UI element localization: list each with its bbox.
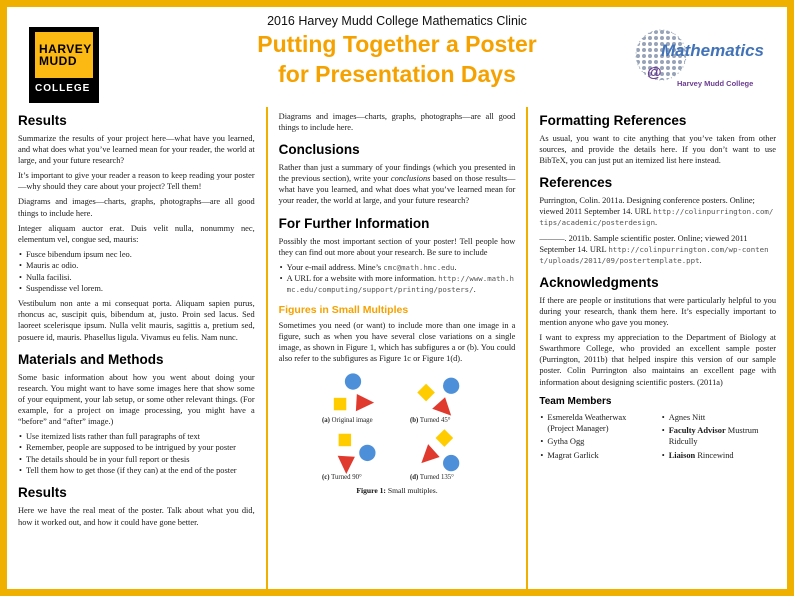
red-triangle-shape <box>415 444 440 469</box>
bullet-item: • Suspendisse vel lorem. <box>18 283 255 294</box>
further-info-bullet-list <box>279 262 516 296</box>
yellow-square-shape <box>417 384 435 402</box>
section-heading-formatting-references: Formatting References <box>539 113 687 128</box>
results-bullet-list <box>18 249 255 294</box>
paragraph: Vestibulum non ante a mi consequat porta. Aliquam sapien purus, rhoncus ac, suscipit quis, bibendum at, justo. Proin sed lacus. Sed laoreet scelerisque ipsum. Nulla velit mauris, sagittis a, pretium sed, posuere id, mauris. Phasellus ligula. Vivamus eu felis. Nam nunc. <box>18 299 255 342</box>
team-member-role: Liaison <box>668 450 696 460</box>
team-member-name: Mustrum Ridcully <box>668 425 759 447</box>
text-run: ———. 2011b. Sample scientific poster. Online; viewed 2011 September 14. URL <box>539 233 748 254</box>
section-heading-conclusions: Conclusions <box>278 142 360 158</box>
hmc-logo-yellow-box <box>35 32 93 78</box>
poster-body <box>7 107 787 589</box>
text-run: Your e-mail address. Mine’s <box>286 262 384 272</box>
yellow-square-shape <box>334 398 346 410</box>
subfigure-text: Original image <box>331 417 373 425</box>
subfigure-d-image <box>409 428 473 474</box>
team-member-role: Faculty Advisor <box>668 425 726 435</box>
team-member <box>661 450 776 461</box>
figure-caption-text: Small multiples. <box>385 486 438 496</box>
subsection-heading-small-multiples: Figures in Small Multiples <box>278 303 409 316</box>
red-triangle-shape <box>432 397 457 417</box>
email-address: cmc@math.hmc.edu <box>383 262 455 272</box>
subfigure-text: Turned 45° <box>419 417 451 425</box>
text-run: Rather than just a summary of your findings (which you presented in the previous section), write your <box>278 163 516 184</box>
section-heading-results-2: Results <box>18 485 67 501</box>
subfigure-a-image <box>321 371 385 417</box>
subfigure-label: (d) <box>410 474 419 482</box>
column-2 <box>268 107 527 589</box>
paragraph: Here we have the real meat of the poster. Talk about what you did, how it worked out, and how it could have gone better. <box>18 506 255 527</box>
bullet-item: • Nulla facilisi. <box>18 272 255 283</box>
reference-url: http://colinpurrington.com/wp-content/uploads/2011/09/postertemplate.ppt <box>539 244 769 265</box>
team-members-left <box>539 412 654 463</box>
subfigure-caption <box>316 417 390 425</box>
subfigure-caption <box>404 474 478 482</box>
hmc-logo-line3: COLLEGE <box>35 83 91 94</box>
subfigure-label: (a) <box>322 417 330 425</box>
website-url: http://www.math.hmc.edu/computing/support/printing/posters/ <box>286 274 514 295</box>
team-member-name: Rincewind <box>695 450 734 460</box>
subfigure-d <box>404 428 478 482</box>
poster-title-line1: Putting Together a Poster <box>257 31 537 57</box>
subfigure-label: (c) <box>322 474 330 482</box>
team-members <box>539 411 776 467</box>
reference-list <box>539 195 776 266</box>
reference-url: http://colinpurrington.com/tips/academic/posterdesign <box>539 207 774 228</box>
text-run: Purrington, Colin. 2011a. Designing conference posters. Online; viewed 2011 September 14. URL <box>539 196 755 217</box>
subfigure-grid <box>312 371 482 482</box>
figure-caption <box>312 486 482 495</box>
figure-1 <box>312 371 482 495</box>
subfigure-a <box>316 371 390 425</box>
bullet-item <box>279 273 516 296</box>
paragraph <box>279 162 516 206</box>
hmc-logo-line1: HARVEY <box>39 42 92 56</box>
text-run: . <box>655 218 658 228</box>
subfigure-c <box>316 428 390 482</box>
bullet-item: • Mauris ac odio. <box>18 260 255 271</box>
column-1 <box>7 107 266 589</box>
paragraph: As usual, you want to cite anything that you’ve taken from other sources, and provide the details here. If you don’t want to use BibTeX, you can just put an itemized list here instead. <box>539 134 777 166</box>
reference-entry <box>539 195 776 228</box>
text-run: . <box>473 285 476 295</box>
yellow-square-shape <box>436 430 454 448</box>
paragraph: If there are people or institutions that were particularly helpful to you during your research, thank them here. It’s especially important to mention anyone who gave you money. <box>539 295 777 328</box>
section-heading-acknowledgments: Acknowledgments <box>539 274 659 290</box>
paragraph: Summarize the results of your project here—what have you learned, and what does what you’ve learned mean for your reader, the world at large, and your future research? <box>18 134 255 166</box>
emphasized-text: conclusions <box>390 174 431 184</box>
blue-circle-shape <box>345 374 361 390</box>
text-run: based on those results—what have you learned, and what does what you’ve learned mean for your reader, the world at large, and your future research? <box>278 174 516 206</box>
column-3 <box>528 107 787 589</box>
team-member-name: Agnes Nitt <box>668 412 706 422</box>
methods-bullet-list <box>18 431 255 476</box>
subfigure-label: (b) <box>410 417 419 425</box>
paragraph: I want to express my appreciation to the Department of Biology at Swarthmore College, who provided an excellent sample poster (Purrington, 2011b) that helped inspire this version of our sample poster. Colin Purrington also maintains an excellent page with information about designing scientific posters. (2011a) <box>539 333 777 387</box>
bullet-item <box>279 262 516 273</box>
text-run: . <box>699 255 702 265</box>
blue-circle-shape <box>440 452 463 474</box>
subfigure-c-image <box>321 428 385 474</box>
team-member: • Esmerelda Weatherwax (Project Manager) <box>539 412 654 435</box>
bullet-item: • Remember, people are supposed to be intrigued by your poster <box>18 442 255 453</box>
bullet-item: • Tell them how to get those (if they can) at the end of the poster <box>18 465 255 476</box>
yellow-square-shape <box>339 434 351 446</box>
team-members-right <box>661 412 776 463</box>
poster-title-line2: for Presentation Days <box>278 61 516 87</box>
figure-caption-label: Figure 1: <box>356 486 386 496</box>
bullet-item: • Fusce bibendum ipsum nec leo. <box>18 249 255 260</box>
text-run: . <box>454 262 457 272</box>
blue-circle-shape <box>359 445 375 461</box>
section-heading-further-information: For Further Information <box>278 215 430 231</box>
red-triangle-shape <box>356 394 374 411</box>
text-run: A URL for a website with more information. <box>286 274 439 284</box>
poster-header <box>7 7 787 107</box>
math-logo-subtitle: Harvey Mudd College <box>677 79 754 88</box>
at-sign-icon: @ <box>647 64 662 81</box>
subfigure-text: Turned 135° <box>419 474 454 482</box>
team-member <box>661 412 776 423</box>
red-triangle-shape <box>338 456 355 474</box>
math-logo-title: Mathematics <box>661 41 764 60</box>
reference-entry <box>539 233 776 266</box>
bullet-item: • The details should be in your full report or thesis <box>18 454 255 465</box>
clinic-title: 2016 Harvey Mudd College Mathematics Clinic <box>267 14 527 28</box>
hmc-logo-line2: MUDD <box>39 54 77 68</box>
section-heading-references: References <box>539 175 613 191</box>
section-heading-materials-methods: Materials and Methods <box>18 351 164 367</box>
bullet-item: • Use itemized lists rather than full paragraphs of text <box>18 431 255 442</box>
paragraph: Diagrams and images—charts, graphs, photographs—are all good things to include here. <box>278 112 516 133</box>
team-member <box>661 425 776 448</box>
team-member: • Gytha Ogg <box>539 436 654 447</box>
paragraph: It’s important to give your reader a reason to keep reading your poster—why should they care about your project? Tell them! <box>18 171 255 192</box>
hmc-logo <box>29 27 99 103</box>
paragraph: Some basic information about how you went about doing your research. You might want to have some images here that show some of your equipment, your lab setup, or some other relevant things. (For example, for a project on image processing, you might have a “before” and “after” image.) <box>18 372 255 426</box>
subfigure-caption <box>316 474 390 482</box>
section-heading-results: Results <box>18 113 67 128</box>
subfigure-text: Turned 90° <box>331 474 362 482</box>
paragraph: Sometimes you need (or want) to include more than one image in a figure, such as when you have several close variations on a single image, as shown in Figure 1, which has subfigures a or (b). You could also refer to the subfigures as Figure 1c or Figure 1(d). <box>278 320 516 364</box>
paragraph: Integer aliquam auctor erat. Duis velit nulla, nonummy nec, elementum vel, congue sed, mauris: <box>18 223 255 244</box>
math-department-logo <box>635 27 775 103</box>
subfigure-caption <box>404 417 478 425</box>
subsection-heading-team-members: Team Members <box>539 395 612 407</box>
blue-circle-shape <box>440 374 463 397</box>
subfigure-b <box>404 371 478 425</box>
paragraph: Diagrams and images—charts, graphs, photographs—are all good things to include here. <box>18 197 255 218</box>
team-member: • Magrat Garlick <box>539 450 654 461</box>
subfigure-b-image <box>409 371 473 417</box>
paragraph: Possibly the most important section of your poster! Tell people how they can find out more about your research. Be sure to include <box>278 236 516 257</box>
